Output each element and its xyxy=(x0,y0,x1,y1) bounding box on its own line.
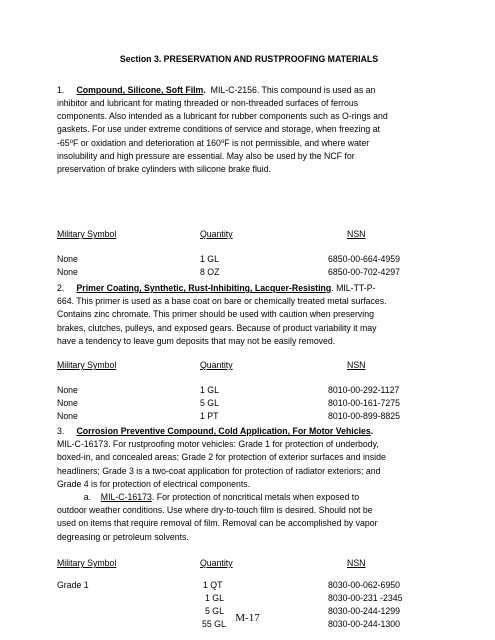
section-title: Section 3. PRESERVATION AND RUSTPROOFING MATERIALS xyxy=(119,54,379,64)
item-3-paragraph: 3. Corrosion Preventive Compound, Cold Application, For Motor Vehicles. MIL-C-16173. For rustproofing motor vehicles: Grade 1 for protection of underbody, boxed-in, and concealed areas; Grade 2 for protection of exterior surfaces and inside headliners; Grade 3 is a two-coat application for protection of radiator exteriors; and Grade 4 is for protection of electrical components. xyxy=(57,426,386,489)
item-1-paragraph: 1. Compound, Silicone, Soft Film. MIL-C-2156. This compound is used as an xyxy=(57,85,376,95)
page-number: M-17 xyxy=(235,612,260,624)
item-1-number: 1. xyxy=(57,85,65,95)
item-2-paragraph: 2. Primer Coating, Synthetic, Rust-Inhibiting, Lacquer-Resisting. MIL-TT-P- 664. This primer is used as a base coat on bare or chemically treated metal surfaces. Contains zinc chromate. This primer should be used with caution when preserving brakes, clutches, pulleys, and exposed gears. Because of product variability it may have a tendency to leave gum deposits that may not be easily removed. xyxy=(57,283,387,346)
item-1-text: inhibitor and lubricant for mating threaded or non-threaded surfaces of ferrous components. Also intended as a lubricant for rubber components such as O-rings and gaskets. For use under extreme conditions of service and storage, when freezing at -65$^o$F or oxidation and deterioration at 160$^o$F is not permissible, and where water insolubility and high pressure are essential. May also be used by the NCF for preservation of brake cylinders with silicone brake fluid. xyxy=(57,98,388,175)
item-3a-spec: MIL-C-16173 xyxy=(100,492,152,502)
item-1-name: Compound, Silicone, Soft Film xyxy=(76,85,204,95)
item-3-name: Corrosion Preventive Compound, Cold Application, For Motor Vehicles xyxy=(76,426,371,436)
item-3a-paragraph: a. MIL-C-16173. For protection of noncritical metals when exposed to outdoor weather conditions. Use where dry-to-touch film is desired. Should not be used on items that require removal of film. Removal can be accomplished by vapor degreasing or petroleum solvents. xyxy=(57,492,378,542)
item-2-name: Primer Coating, Synthetic, Rust-Inhibiting, Lacquer-Resisting xyxy=(76,283,332,293)
